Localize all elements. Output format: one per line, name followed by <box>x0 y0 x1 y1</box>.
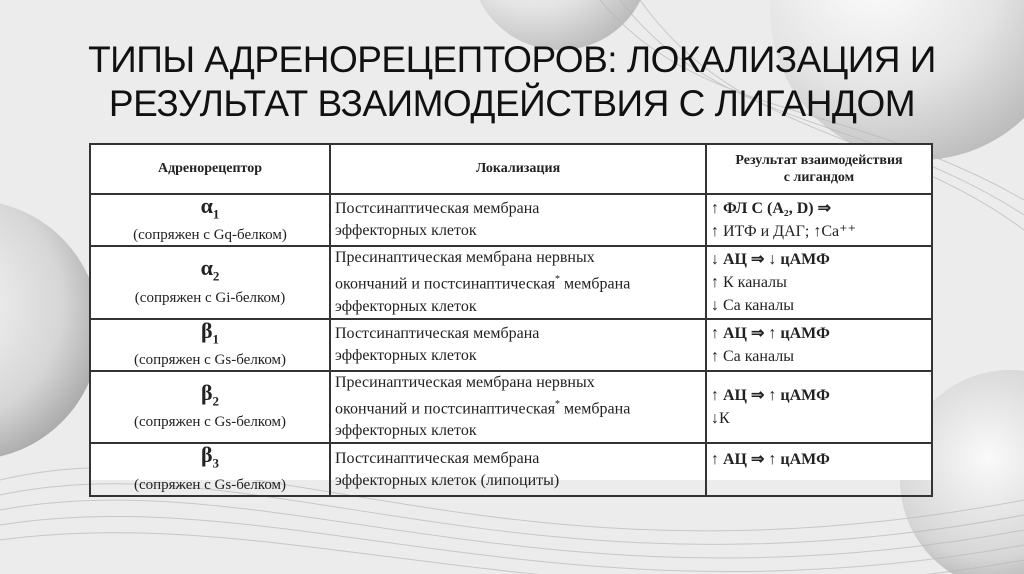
localization-cell: Постсинаптическая мембрана эффекторных клеток <box>330 319 706 371</box>
title-line-1: ТИПЫ АДРЕНОРЕЦЕПТОРОВ: ЛОКАЛИЗАЦИЯ И <box>88 39 936 80</box>
receptor-cell <box>90 443 330 495</box>
table-row <box>90 371 932 443</box>
receptor-table-container <box>89 143 933 493</box>
result-cell: ↑ АЦ ⇒ ↑ цАМФ ↓К <box>706 371 932 443</box>
receptor-coupling: (сопряжен с Gi-белком) <box>134 289 286 306</box>
localization-cell: Пресинаптическая мембрана нервных окончаний и постсинаптическая* мембрана эффекторных клеток <box>330 371 706 443</box>
receptor-cell <box>90 371 330 443</box>
receptor-cell <box>90 194 330 246</box>
result-cell: ↑ АЦ ⇒ ↑ цАМФ <box>706 443 932 495</box>
header-result <box>706 144 932 194</box>
table-row <box>90 319 932 371</box>
table-header-row <box>90 144 932 194</box>
receptor-coupling: (сопряжен с Gs-белком) <box>133 476 287 493</box>
receptor-coupling: (сопряжен с Gs-белком) <box>133 414 287 431</box>
receptor-coupling: (сопряжен с Gq-белком) <box>133 227 287 244</box>
header-localization: Локализация <box>330 144 706 194</box>
receptor-table <box>89 143 933 497</box>
table-row <box>90 194 932 246</box>
slide-title <box>0 38 1024 126</box>
receptor-symbol: $\alpha_2$ <box>200 255 220 284</box>
result-cell: ↑ АЦ ⇒ ↑ цАМФ ↑ Са каналы <box>706 319 932 371</box>
receptor-coupling: (сопряжен с Gs-белком) <box>133 352 287 369</box>
table-row <box>90 246 932 318</box>
header-result-line-2: с лигандом <box>783 170 855 185</box>
receptor-symbol: $\beta_3$ <box>200 442 220 471</box>
table-row <box>90 443 932 495</box>
localization-cell: Пресинаптическая мембрана нервных окончаний и постсинаптическая* мембрана эффекторных клеток <box>330 246 706 318</box>
title-line-2: РЕЗУЛЬТАТ ВЗАИМОДЕЙСТВИЯ С ЛИГАНДОМ <box>108 83 916 124</box>
receptor-symbol: $\beta_1$ <box>200 317 220 347</box>
receptor-symbol: $\beta_2$ <box>200 380 220 409</box>
receptor-symbol: $\alpha_1$ <box>200 193 220 222</box>
receptor-cell <box>90 319 330 371</box>
result-cell: ↑ ФЛ С (А₂, D) ⇒ ↑ ИТФ и ДАГ; ↑Са⁺⁺ <box>706 194 932 246</box>
header-receptor: Адренорецептор <box>90 144 330 194</box>
localization-cell: Постсинаптическая мембрана эффекторных клеток <box>330 194 706 246</box>
localization-cell: Постсинаптическая мембрана эффекторных клеток (липоциты) <box>330 443 706 495</box>
result-cell: ↓ АЦ ⇒ ↓ цАМФ ↑ К каналы ↓ Са каналы <box>706 246 932 318</box>
header-result-line-1: Результат взаимодействия <box>735 153 903 168</box>
receptor-cell <box>90 246 330 318</box>
